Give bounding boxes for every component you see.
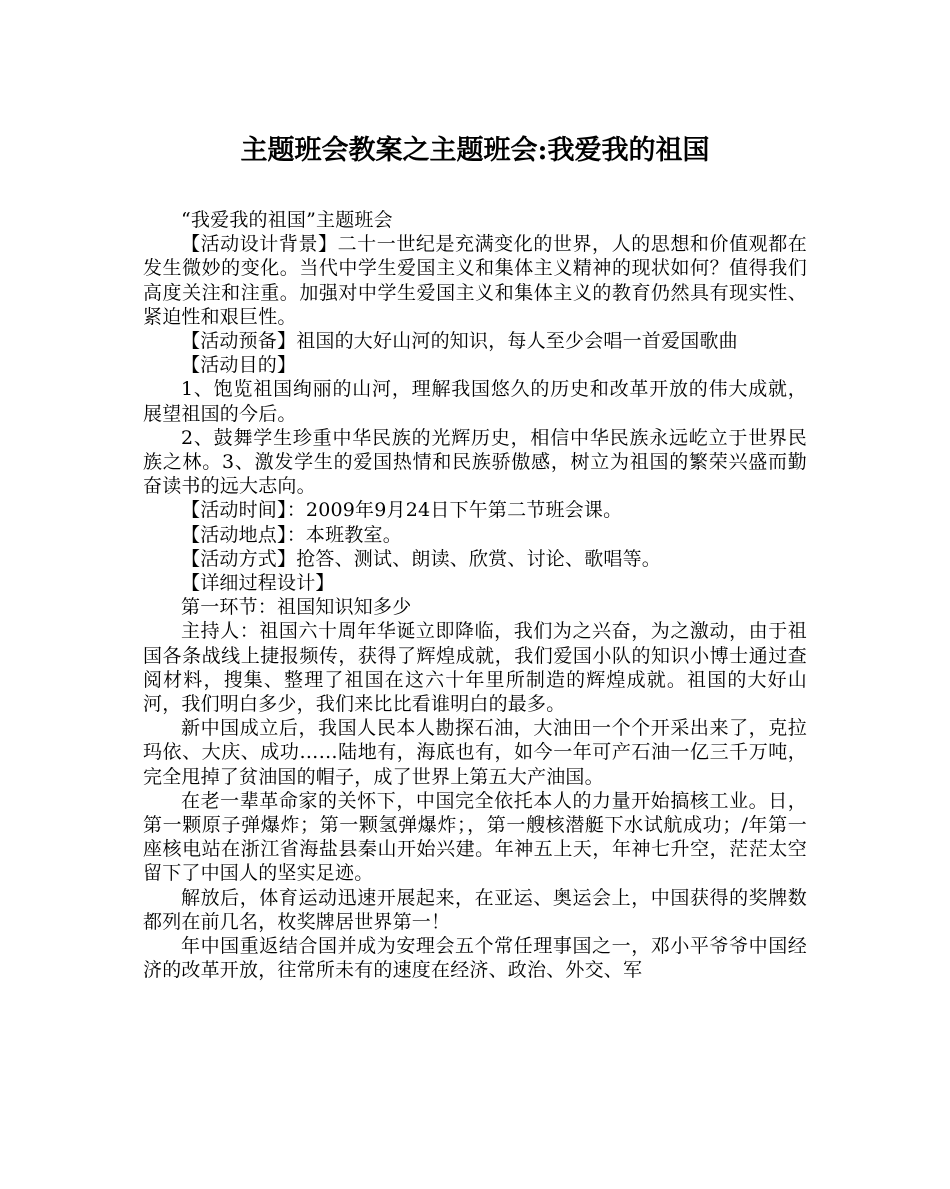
document-body [143, 208, 807, 983]
paragraph-oil: 新中国成立后，我国人民本人勘探石油，大油田一个个开采出来了，克拉玛依、大庆、成功……陆地有，海底也有，如今一年可产石油一亿三千万吨，完全甩掉了贫油国的帽子，成了世界上第五大产油国。 [143, 717, 807, 788]
paragraph-process-heading: 【详细过程设计】 [181, 572, 335, 595]
paragraph-un: 年中国重返结合国并成为安理会五个常任理事国之一，邓小平爷爷中国经济的改革开放，往常所未有的速度在经济、政治、外交、军 [143, 935, 807, 982]
paragraph-section-1: 第一环节：祖国知识知多少 [181, 596, 412, 619]
paragraph-purpose-1: 1、饱览祖国绚丽的山河，理解我国悠久的历史和改革开放的伟大成就，展望祖国的今后。 [143, 378, 807, 425]
paragraph-nuclear: 在老一辈革命家的关怀下，中国完全依托本人的力量开始搞核工业。日，第一颗原子弹爆炸；第一颗氢弹爆炸；，第一艘核潜艇下水试航成功；/年第一座核电站在浙江省海盐县秦山开始兴建。年神五上天，年神七升空，茫茫太空留下了中国人的坚实足迹。 [143, 789, 807, 885]
paragraph-method: 【活动方式】抢答、测试、朗读、欣赏、讨论、歌唱等。 [181, 547, 662, 570]
paragraph-purpose-2: 2、鼓舞学生珍重中华民族的光辉历史，相信中华民族永远屹立于世界民族之林。3、激发学生的爱国热情和民族骄傲感，树立为祖国的繁荣兴盛而勤奋读书的远大志向。 [143, 426, 807, 498]
document-title: 主题班会教案之主题班会:我爱我的祖国 [240, 135, 710, 166]
paragraph-background: 【活动设计背景】二十一世纪是充满变化的世界，人的思想和价值观都在发生微妙的变化。当代中学生爱国主义和集体主义精神的现状如何？值得我们高度关注和注重。加强对中学生爱国主义和集体主义的教育仍然具有现实性、紧迫性和艰巨性。 [143, 233, 807, 328]
paragraph-sports: 解放后，体育运动迅速开展起来，在亚运、奥运会上，中国获得的奖牌数都列在前几名，枚奖牌居世界第一！ [143, 886, 807, 933]
paragraph-time: 【活动时间】：2009年9月24日下午第二节班会课。 [181, 499, 623, 522]
paragraph-host: 主持人：祖国六十周年华诞立即降临，我们为之兴奋，为之激动，由于祖国各条战线上捷报频传，获得了辉煌成就，我们爱国小队的知识小博士通过查阅材料，搜集、整理了祖国在这六十年里所制造的辉煌成就。祖国的大好山河，我们明白多少，我们来比比看谁明白的最多。 [143, 620, 807, 716]
paragraph-location: 【活动地点】：本班教室。 [181, 523, 402, 546]
paragraph-preparation: 【活动预备】祖国的大好山河的知识，每人至少会唱一首爱国歌曲 [181, 330, 738, 353]
paragraph-subtitle: “我爱我的祖国”主题班会 [181, 209, 393, 231]
paragraph-purpose-heading: 【活动目的】 [181, 354, 297, 377]
